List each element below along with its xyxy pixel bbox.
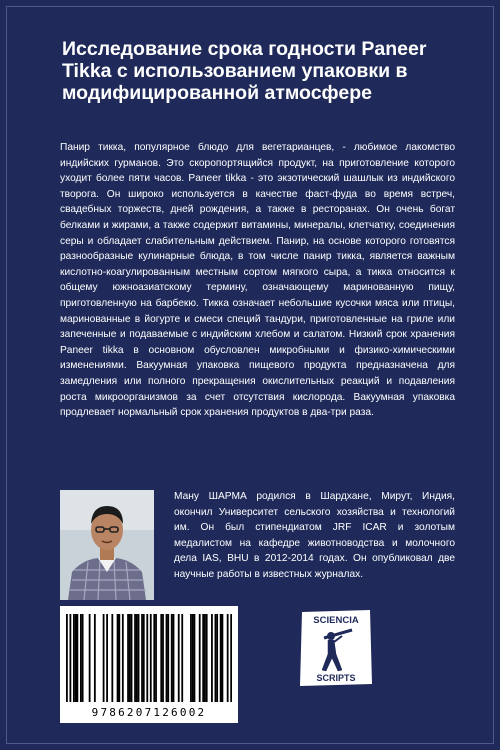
publisher-logo <box>298 608 374 688</box>
barcode-bar <box>230 614 232 702</box>
barcode-bar <box>89 614 91 702</box>
barcode-bar <box>202 614 204 702</box>
book-title: Исследование срока годности Paneer Tikka с использованием упаковки в модифицированной атмосфере <box>62 38 427 104</box>
barcode-bar <box>204 614 206 702</box>
barcode-bar <box>122 614 124 702</box>
barcode-bar <box>167 614 169 702</box>
barcode-bar <box>211 614 213 702</box>
barcode-bar <box>155 614 157 702</box>
barcode-bar <box>166 614 168 702</box>
barcode-bar <box>206 614 208 702</box>
barcode-bar <box>150 614 152 702</box>
barcode-bar <box>192 614 194 702</box>
barcode-bar <box>216 614 218 702</box>
logo-text-top: SCIENCIA <box>313 615 359 626</box>
barcode-bar <box>134 614 136 702</box>
book-description: Панир тикка, популярное блюдо для вегетарианцев, - любимое лакомство индийских гурманов. Это скоропортящийся продукт, на приготовление которого уходит более пяти часов. Paneer tikka - это экзотический шашлык из индийского творога. Он широко используется в качестве фаст-фуда во время встреч, свадебных торжеств, дней рождения, а также в ресторанах. Он очень богат белками и жирами, а также содержит витамины, минералы, клетчатку, соединения серы и обладает слабительным действием. Панир, на основе которого готовятся разнообразные кулинарные блюда, в том числе панир тикка, является важным кислотно-коагулированным местным сортом мягкого сыра, а тикка относится к общему южноазиатскому термину, означающему маринованную пищу, приготовленную на барбекю. Тикка означает небольшие кусочки мяса или птицы, маринованные в йогурте и смеси специй тандури, приготовленные на гриле или запеченные и подаваемые с индийским хлебом и салатом. Низкий срок хранения Paneer tikka в основном обусловлен микробными и физико-химическими изменениями. Вакуумная упаковка пищевого продукта предназначена для замедления или полного прекращения окислительных реакций и подавления роста микроорганизмов за счет отсутствия кислорода. Вакуумная упаковка продлевает нормальный срок хранения продуктов в два-три раза. <box>60 142 455 419</box>
barcode-bar <box>153 614 155 702</box>
barcode-bars <box>66 614 232 706</box>
barcode-bar <box>111 614 113 702</box>
barcode-bar <box>80 614 82 702</box>
barcode-bar <box>131 614 133 702</box>
barcode-bar <box>141 614 143 702</box>
barcode-bar <box>118 614 120 702</box>
barcode-bar <box>220 614 222 702</box>
barcode-bar <box>117 614 119 702</box>
barcode-bar <box>143 614 145 702</box>
barcode-bar <box>66 614 68 702</box>
barcode-bar <box>103 614 105 702</box>
barcode-bar <box>160 614 162 702</box>
barcode-bar <box>82 614 84 702</box>
barcode-bar <box>146 614 148 702</box>
barcode-bar <box>136 614 138 702</box>
barcode-bar <box>181 614 183 702</box>
barcode-bar <box>171 614 173 702</box>
barcode <box>60 606 238 723</box>
barcode-bar <box>76 614 78 702</box>
barcode-bar <box>75 614 77 702</box>
author-photo <box>60 490 154 600</box>
barcode-bar <box>173 614 175 702</box>
barcode-bar <box>138 614 140 702</box>
barcode-bar <box>178 614 180 702</box>
barcode-bar <box>194 614 196 702</box>
isbn-number: 9786207126002 <box>91 706 207 719</box>
barcode-bar <box>190 614 192 702</box>
barcode-bar <box>215 614 217 702</box>
barcode-bar <box>222 614 224 702</box>
barcode-bar <box>73 614 75 702</box>
barcode-bar <box>227 614 229 702</box>
barcode-bar <box>199 614 201 702</box>
author-bio: Ману ШАРМА родился в Шардхане, Мирут, Индия, окончил Университет сельского хозяйства и технологий им. Он был стипендиатом JRF ICAR и золотым медалистом на кафедре животноводства и молочного дела IAS, BHU в 2012-2014 годах. Он опубликовал две научные работы в известных журналах. <box>174 491 455 580</box>
barcode-bar <box>129 614 131 702</box>
barcode-bar <box>162 614 164 702</box>
barcode-bar <box>106 614 108 702</box>
barcode-bar <box>127 614 129 702</box>
author-portrait-icon <box>60 490 154 600</box>
barcode-bar <box>69 614 71 702</box>
sciencia-scripts-logo-icon <box>298 608 374 688</box>
logo-text-bottom: SCRIPTS <box>316 673 356 683</box>
barcode-bar <box>94 614 96 702</box>
